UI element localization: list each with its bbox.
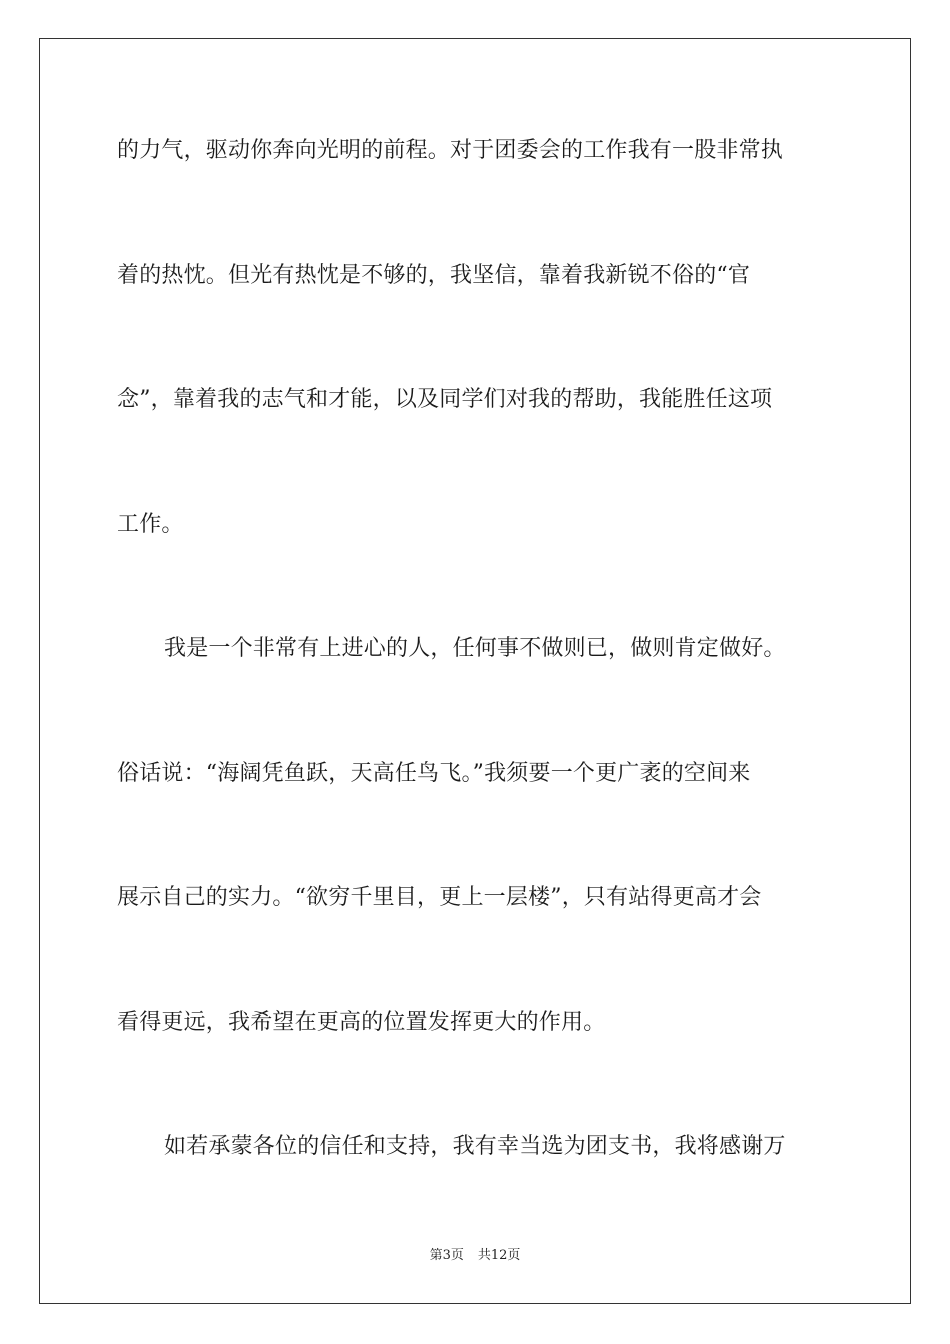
text-line-7: 展示自己的实力。“欲穷千里目，更上一层楼”，只有站得更高才会 [117,885,762,910]
text-line-8: 看得更远，我希望在更高的位置发挥更大的作用。 [117,1010,606,1035]
page-border [39,38,911,1304]
text-line-5: 我是一个非常有上进心的人，任何事不做则已，做则肯定做好。 [164,636,786,661]
text-line-4: 工作。 [117,512,184,537]
text-line-9: 如若承蒙各位的信任和支持，我有幸当选为团支书，我将感谢万 [164,1134,786,1159]
page-footer [0,1247,950,1265]
text-line-1: 的力气，驱动你奔向光明的前程。对于团委会的工作我有一股非常执 [117,138,784,163]
page-number: 第3页 [429,1248,464,1263]
text-line-2: 着的热忱。但光有热忱是不够的，我坚信，靠着我新锐不俗的“官 [117,263,751,288]
text-line-6: 俗话说：“海阔凭鱼跃，天高任鸟飞。”我须要一个更广袤的空间来 [117,761,751,786]
text-line-3: 念”，靠着我的志气和才能，以及同学们对我的帮助，我能胜任这项 [117,387,773,412]
page-total: 共12页 [477,1248,521,1263]
